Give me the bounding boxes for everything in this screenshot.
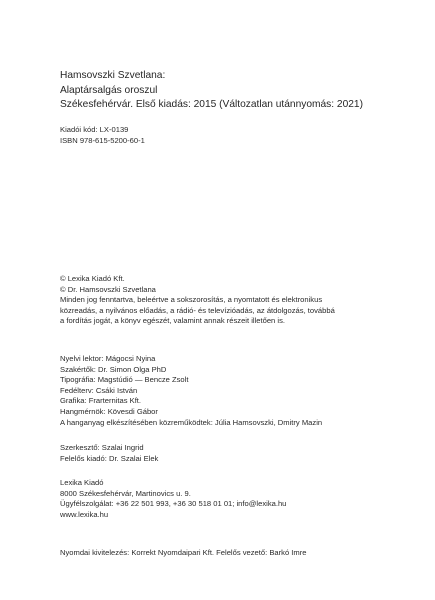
printer-line: Nyomdai kivitelezés: Korrekt Nyomdaipari Kft. Felelős vezető: Barkó Imre <box>60 548 307 557</box>
publisher-name: Lexika Kiadó <box>60 478 104 487</box>
credit-line: Tipográfia: Magstúdió — Bencze Zsolt <box>60 375 189 385</box>
editor-line: Felelős kiadó: Dr. Szalai Elek <box>60 453 159 463</box>
credit-line: Nyelvi lektor: Mágocsi Nyina <box>60 354 156 363</box>
credit-line: Fedélterv: Csáki István <box>60 385 138 395</box>
publisher-website: www.lexika.hu <box>60 509 109 519</box>
rights-text: Minden jog fenntartva, beleértve a sokszorosítás, a nyomtatott és elektronikus <box>60 295 323 305</box>
rights-text: közreadás, a nyilvános előadás, a rádió- és televízióadás, az átdolgozás, továbbá <box>60 305 335 315</box>
credit-line: Grafika: Frarternitas Kft. <box>60 396 142 406</box>
author-line: Hamsovszki Szvetlana: <box>60 70 166 81</box>
codes-block <box>60 125 405 146</box>
editor-block <box>60 443 405 464</box>
publisher-block <box>60 478 405 520</box>
copyright-line: © Dr. Hamsovszki Szvetlana <box>60 284 156 294</box>
publisher-contact: Ügyfélszolgálat: +36 22 501 993, +36 30 518 01 01; info@lexika.hu <box>60 499 287 509</box>
credit-line: Szakértők: Dr. Simon Olga PhD <box>60 364 167 374</box>
publisher-address: 8000 Székesfehérvár, Martinovics u. 9. <box>60 488 191 498</box>
book-title: Alaptársalgás oroszul <box>60 84 158 96</box>
credit-line: A hanganyag elkészítésében közreműködtek: Júlia Hamsovszki, Dmitry Mazin <box>60 417 323 427</box>
editor-line: Szerkesztő: Szalai Ingrid <box>60 443 144 452</box>
rights-text: a fordítás jogát, a könyv egészét, valamint annak részeit illetően is. <box>60 316 285 326</box>
copyright-block <box>60 274 405 327</box>
credit-line: Hangmérnök: Kövesdi Gábor <box>60 406 158 416</box>
title-block <box>60 69 405 113</box>
copyright-line: © Lexika Kiadó Kft. <box>60 274 125 283</box>
publisher-code: Kiadói kód: LX-0139 <box>60 125 129 134</box>
edition-line: Székesfehérvár. Első kiadás: 2015 (Változatlan utánnyomás: 2021) <box>60 99 363 111</box>
printer-block <box>60 548 405 559</box>
isbn: ISBN 978-615-5200-60-1 <box>60 135 145 145</box>
credits-block <box>60 354 405 428</box>
